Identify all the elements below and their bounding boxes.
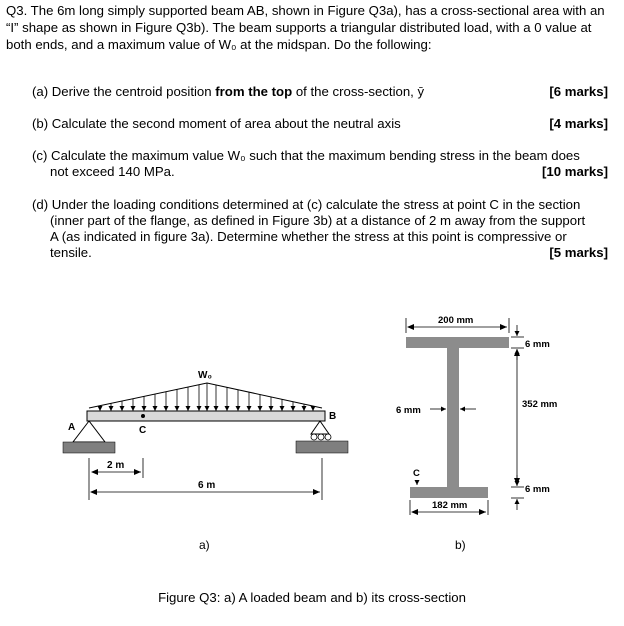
- support-b-roller: [296, 421, 348, 453]
- beam: [87, 411, 325, 421]
- label-section-point-c: C: [413, 468, 420, 479]
- part-d-line1: (d) Under the loading conditions determined at (c) calculate the stress at point C in the section: [32, 197, 581, 212]
- part-d-line3: A (as indicated in figure 3a). Determine whether the stress at this point is compressive or: [50, 229, 567, 244]
- label-dim-6m: 6 m: [198, 480, 216, 491]
- part-d-line2: (inner part of the flange, as defined in Figure 3b) at a distance of 2 m away from the support: [50, 213, 586, 228]
- label-dim-2m: 2 m: [107, 460, 125, 471]
- part-d-line4: tensile.: [50, 245, 92, 260]
- part-d-marks: [5 marks]: [549, 245, 608, 260]
- part-a-text-before: (a) Derive the centroid position: [32, 84, 216, 99]
- sublabel-b: b): [455, 538, 466, 552]
- point-c-marker: [141, 414, 145, 418]
- dimension-top-flange: [511, 325, 524, 360]
- label-bottom-flange: 6 mm: [525, 484, 550, 495]
- part-b-marks: [4 marks]: [549, 116, 608, 131]
- label-support-b: B: [329, 411, 337, 422]
- question-intro: Q3. The 6m long simply supported beam AB, shown in Figure Q3a), has a cross-sectional area with an “I” shape as shown in Figure Q3b). The beam supports a triangular distributed load, with a 0 value at both ends, and a maximum value of W₀ at the midspan. Do the following:: [6, 3, 605, 52]
- sublabel-a: a): [199, 538, 210, 552]
- load-arrows: [100, 383, 313, 411]
- figure-caption: Figure Q3: a) A loaded beam and b) its cross-section: [158, 590, 466, 605]
- part-b-text: (b) Calculate the second moment of area about the neutral axis: [32, 116, 401, 131]
- figure-b-cross-section: [396, 315, 557, 552]
- label-height: 352 mm: [522, 399, 558, 410]
- part-c-line1: (c) Calculate the maximum value W₀ such that the maximum bending stress in the beam does: [32, 148, 580, 163]
- triangular-load-outline: [89, 383, 322, 408]
- label-bottom-width: 182 mm: [432, 500, 468, 511]
- label-support-a: A: [68, 422, 76, 433]
- label-top-width: 200 mm: [438, 315, 474, 326]
- part-c-line2: not exceed 140 MPa.: [50, 164, 175, 179]
- label-top-flange: 6 mm: [525, 339, 550, 350]
- part-a-text-after: of the cross-section, ȳ: [292, 84, 425, 99]
- part-c-marks: [10 marks]: [542, 164, 608, 179]
- i-section-shape: [406, 337, 509, 498]
- part-a-text-bold: from the top: [215, 84, 293, 99]
- dimension-height: [511, 350, 524, 498]
- label-web: 6 mm: [396, 405, 421, 416]
- figure-a-beam-diagram: [63, 370, 348, 552]
- load-label-w0: W₀: [198, 370, 212, 381]
- label-point-c: C: [139, 425, 147, 436]
- part-a-marks: [6 marks]: [549, 84, 608, 99]
